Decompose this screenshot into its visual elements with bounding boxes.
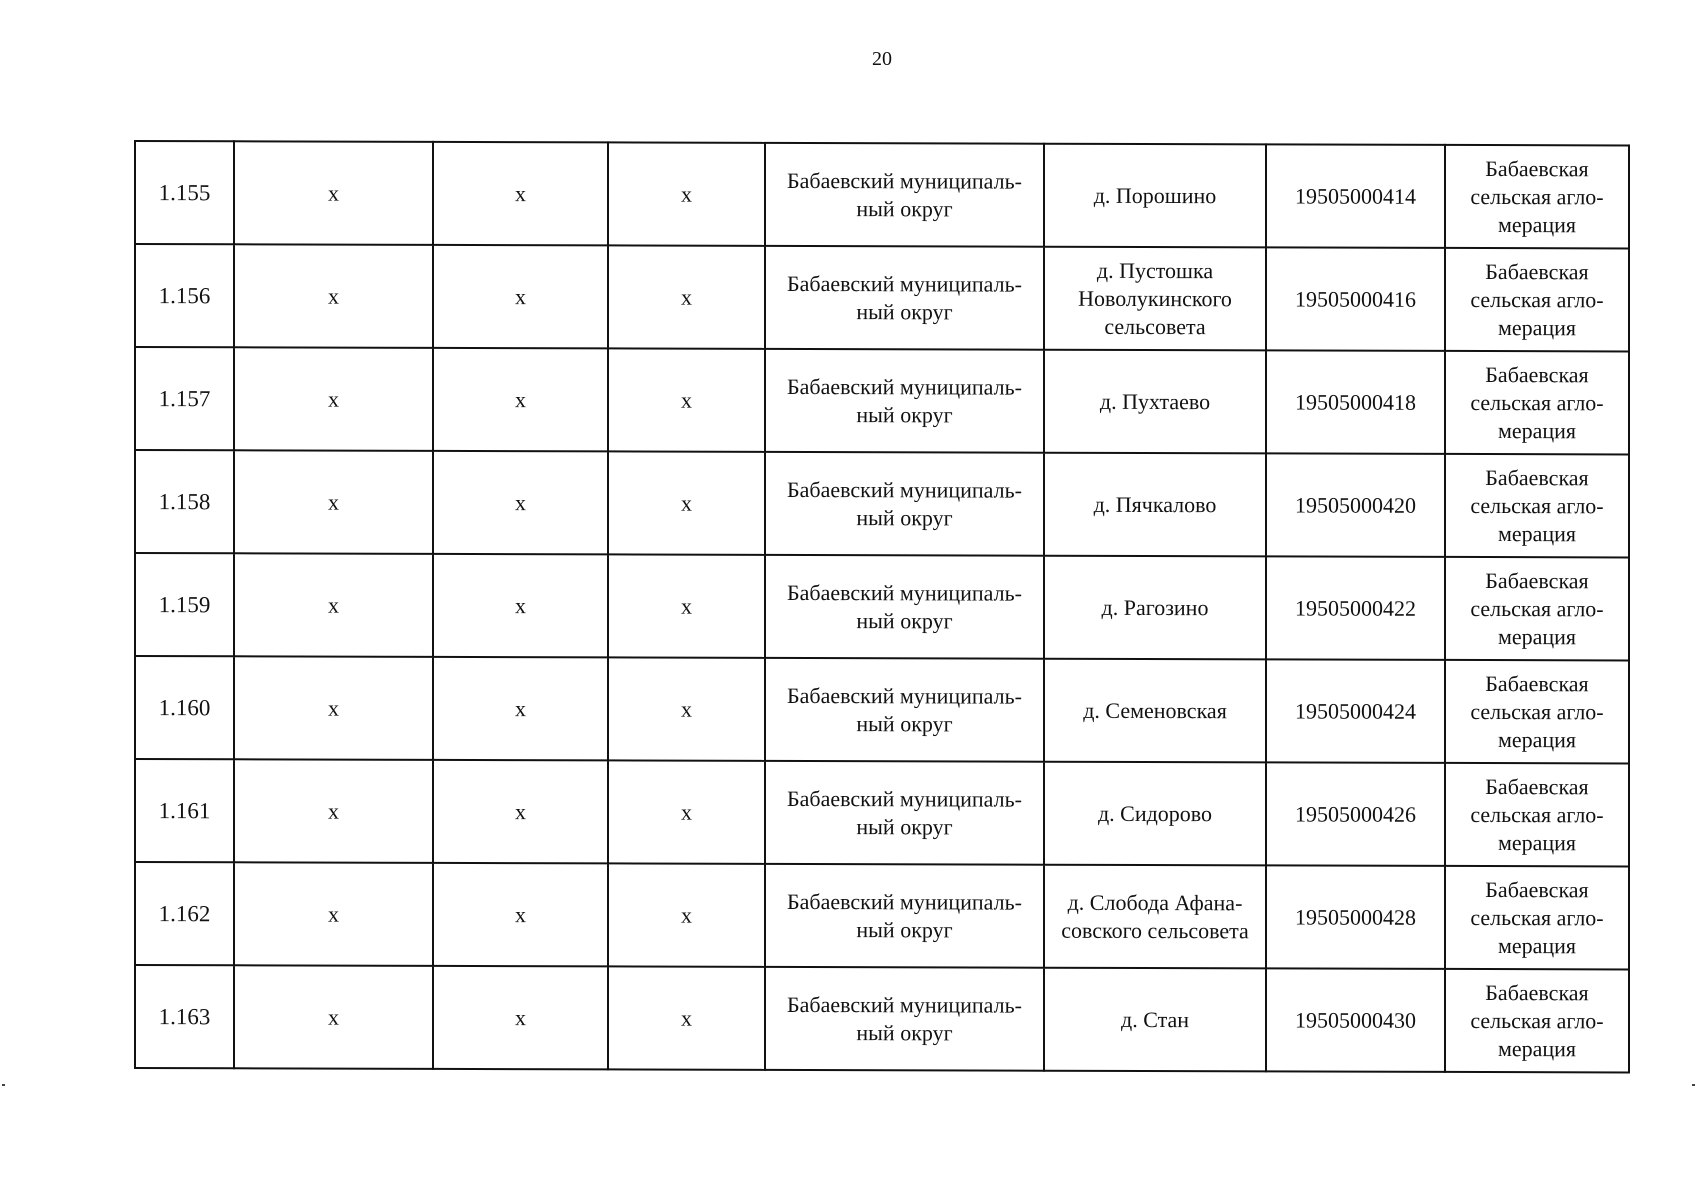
table-row: [135, 965, 1629, 1072]
code-cell: 19505000428: [1266, 865, 1445, 969]
table-row: [135, 450, 1629, 557]
settlement-cell: д. Пячкалово: [1044, 453, 1266, 557]
code-cell: 19505000418: [1266, 350, 1445, 454]
agglomeration-cell: Бабаевская сельская агло-мерация: [1445, 763, 1629, 867]
x-mark-cell: х: [433, 245, 608, 349]
district-cell: Бабаевский муниципаль-ный округ: [765, 555, 1044, 659]
x-mark-cell: х: [234, 862, 433, 966]
x-mark-cell: х: [433, 966, 608, 1070]
table-row: [135, 141, 1629, 248]
settlement-cell: д. Сидорово: [1044, 762, 1266, 866]
district-cell: Бабаевский муниципаль-ный округ: [765, 349, 1044, 453]
agglomeration-cell: Бабаевская сельская агло-мерация: [1445, 660, 1629, 764]
x-mark-cell: х: [608, 451, 765, 554]
settlement-cell: д. Слобода Афана-совского сельсовета: [1044, 865, 1266, 969]
settlement-cell: д. Рагозино: [1044, 556, 1266, 660]
code-cell: 19505000424: [1266, 659, 1445, 763]
settlements-table: [134, 140, 1630, 1073]
x-mark-cell: х: [234, 656, 433, 760]
table-body: [135, 141, 1629, 1072]
x-mark-cell: х: [433, 760, 608, 864]
agglomeration-cell: Бабаевская сельская агло-мерация: [1445, 866, 1629, 970]
code-cell: 19505000416: [1266, 247, 1445, 351]
code-cell: 19505000426: [1266, 762, 1445, 866]
page-number: 20: [872, 48, 892, 70]
agglomeration-cell: Бабаевская сельская агло-мерация: [1445, 248, 1629, 352]
x-mark-cell: х: [608, 966, 765, 1069]
district-cell: Бабаевский муниципаль-ный округ: [765, 246, 1044, 350]
agglomeration-cell: Бабаевская сельская агло-мерация: [1445, 145, 1629, 249]
x-mark-cell: х: [234, 965, 433, 1069]
page-edge-mark-left: [2, 1084, 5, 1086]
x-mark-cell: х: [234, 553, 433, 657]
district-cell: Бабаевский муниципаль-ный округ: [765, 761, 1044, 865]
district-cell: Бабаевский муниципаль-ный округ: [765, 452, 1044, 556]
x-mark-cell: х: [433, 863, 608, 967]
x-mark-cell: х: [608, 142, 765, 245]
row-number-cell: 1.163: [135, 965, 234, 1068]
x-mark-cell: х: [234, 347, 433, 451]
agglomeration-cell: Бабаевская сельская агло-мерация: [1445, 351, 1629, 455]
row-number-cell: 1.160: [135, 656, 234, 759]
row-number-cell: 1.157: [135, 347, 234, 450]
district-cell: Бабаевский муниципаль-ный округ: [765, 864, 1044, 968]
settlement-cell: д. Пустошка Новолукинского сельсовета: [1044, 247, 1266, 351]
table-row: [135, 553, 1629, 660]
district-cell: Бабаевский муниципаль-ный округ: [765, 658, 1044, 762]
agglomeration-cell: Бабаевская сельская агло-мерация: [1445, 454, 1629, 558]
row-number-cell: 1.161: [135, 759, 234, 862]
code-cell: 19505000422: [1266, 556, 1445, 660]
row-number-cell: 1.159: [135, 553, 234, 656]
x-mark-cell: х: [433, 554, 608, 658]
settlement-cell: д. Семеновская: [1044, 659, 1266, 763]
x-mark-cell: х: [608, 657, 765, 760]
page-edge-mark-right: [1692, 1084, 1695, 1086]
x-mark-cell: х: [234, 244, 433, 348]
x-mark-cell: х: [234, 759, 433, 863]
agglomeration-cell: Бабаевская сельская агло-мерация: [1445, 969, 1629, 1073]
x-mark-cell: х: [608, 245, 765, 348]
code-cell: 19505000430: [1266, 968, 1445, 1072]
district-cell: Бабаевский муниципаль-ный округ: [765, 967, 1044, 1071]
x-mark-cell: х: [433, 348, 608, 452]
settlement-cell: д. Стан: [1044, 968, 1266, 1072]
x-mark-cell: х: [433, 657, 608, 761]
x-mark-cell: х: [234, 141, 433, 245]
code-cell: 19505000414: [1266, 144, 1445, 248]
table-row: [135, 862, 1629, 969]
agglomeration-cell: Бабаевская сельская агло-мерация: [1445, 557, 1629, 661]
settlement-cell: д. Пухтаево: [1044, 350, 1266, 454]
table-row: [135, 759, 1629, 866]
x-mark-cell: х: [433, 142, 608, 246]
row-number-cell: 1.158: [135, 450, 234, 553]
x-mark-cell: х: [608, 760, 765, 863]
x-mark-cell: х: [608, 348, 765, 451]
table-row: [135, 244, 1629, 351]
row-number-cell: 1.155: [135, 141, 234, 244]
x-mark-cell: х: [608, 554, 765, 657]
settlement-cell: д. Порошино: [1044, 144, 1266, 248]
x-mark-cell: х: [234, 450, 433, 554]
x-mark-cell: х: [608, 863, 765, 966]
code-cell: 19505000420: [1266, 453, 1445, 557]
row-number-cell: 1.156: [135, 244, 234, 347]
x-mark-cell: х: [433, 451, 608, 555]
district-cell: Бабаевский муниципаль-ный округ: [765, 143, 1044, 247]
row-number-cell: 1.162: [135, 862, 234, 965]
table-row: [135, 656, 1629, 763]
table-row: [135, 347, 1629, 454]
